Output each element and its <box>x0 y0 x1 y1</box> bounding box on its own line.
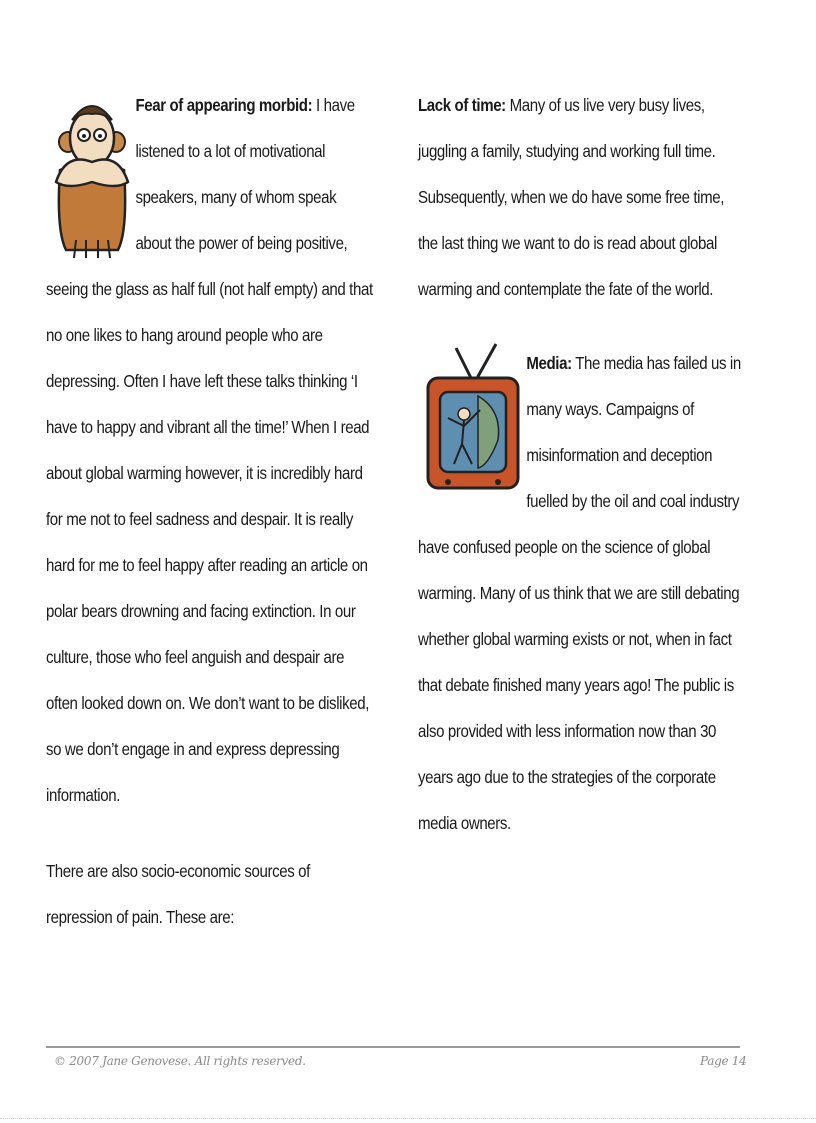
fear-heading: Fear of appearing morbid: <box>135 95 313 115</box>
socio-economic-paragraph: There are also socio-economic sources of repression of pain. These are: <box>46 861 310 927</box>
fear-paragraph: I have listened to a lot of motivational speakers, many of whom speak about the power of being positive, seeing the glass as half full (not half empty) and that no one likes to hang around people who are depressing. Often I have left these talks thinking ‘I have to happy and vibrant all the time!’ When I read about global warming however, it is incredibly hard for me not to feel sadness and despair. It is really hard for me to feel happy after reading an article on polar bears drowning and facing extinction. In our culture, those who feel anguish and despair are often looked down on. We don’t want to be disliked, so we don’t engage in and express depressing information. <box>46 95 373 805</box>
media-paragraph: The media has failed us in many ways. Campaigns of misinformation and deception fuelled by the oil and coal industry have confused people on the science of global warming. Many of us think that we are still debating whether global warming exists or not, when in fact that debate finished many years ago! The public is also provided with less information now than 30 years ago due to the strategies of the corporate media owners. <box>418 353 741 833</box>
right-column <box>418 82 748 846</box>
footer-copyright: © 2007 Jane Genovese. All rights reserved. <box>54 1054 306 1068</box>
footer-divider <box>46 1046 740 1048</box>
footer-page-number: Page 14 <box>700 1054 747 1068</box>
page-edge <box>0 1118 816 1119</box>
media-heading: Media: <box>526 353 572 373</box>
lack-of-time-paragraph: Many of us live very busy lives, juggling a family, studying and working full time. Subsequently, when we do have some free time, the last thing we want to do is read about global warming and contemplate the fate of the world. <box>418 95 725 299</box>
lack-of-time-heading: Lack of time: <box>418 95 506 115</box>
left-column <box>46 82 376 940</box>
